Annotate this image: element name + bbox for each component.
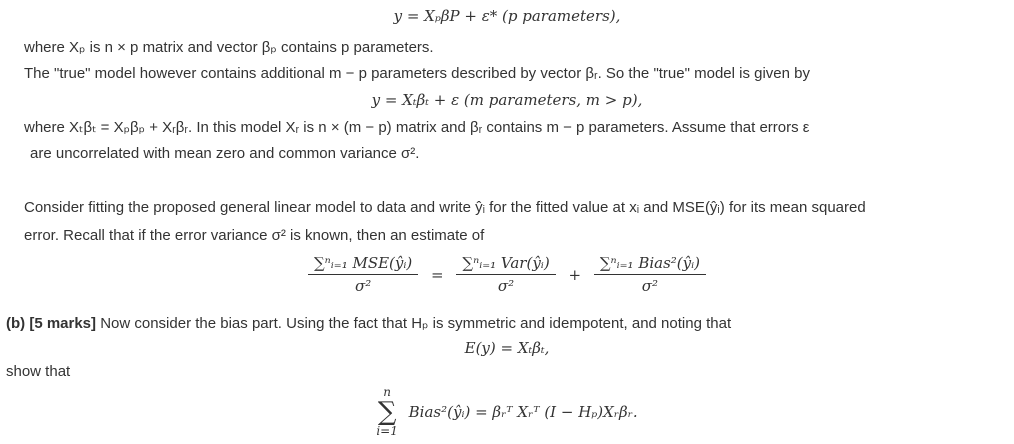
- proposed-model-equation: y = XₚβP + ε* (p parameters),: [393, 7, 621, 25]
- consider-text: Consider fitting the proposed general linear model to data and write ŷᵢ for the fitted value at xᵢ and MSE(ŷᵢ) for its mean squared: [24, 199, 866, 216]
- show-that-text: show that: [6, 363, 71, 380]
- summation-symbol: [376, 386, 398, 438]
- part-b-prompt: [6, 314, 731, 334]
- recall-text: error. Recall that if the error variance σ² is known, then an estimate of: [24, 227, 485, 244]
- sum-upper-limit: n: [383, 385, 391, 399]
- where-xp-text: where Xₚ is n × p matrix and vector βₚ contains p parameters.: [24, 39, 434, 56]
- bias-numerator: ∑ⁿᵢ₌₁ Bias²(ŷᵢ): [594, 254, 706, 275]
- true-model-equation: y = Xₜβₜ + ε (m parameters, m > p),: [371, 91, 643, 109]
- bias-denominator: σ²: [641, 277, 659, 295]
- bias-expression: Bias²(ŷᵢ) = βᵣᵀ Xᵣᵀ (I − Hₚ)Xᵣβᵣ.: [408, 403, 638, 421]
- var-fraction: [456, 254, 555, 295]
- bias-fraction: [594, 254, 706, 295]
- plus-sign: +: [568, 265, 582, 284]
- mse-numerator: ∑ⁿᵢ₌₁ MSE(ŷᵢ): [308, 254, 418, 275]
- final-bias-equation: [0, 386, 1014, 438]
- mse-fraction: [308, 254, 418, 295]
- sum-lower-limit: i=1: [376, 424, 398, 438]
- part-b-text: Now consider the bias part. Using the fact that Hₚ is symmetric and idempotent, and noting that: [96, 315, 732, 332]
- mse-denominator: σ²: [354, 277, 372, 295]
- var-denominator: σ²: [497, 277, 515, 295]
- part-b-label: (b) [5 marks]: [6, 315, 97, 332]
- uncorrelated-text: are uncorrelated with mean zero and common variance σ².: [30, 145, 420, 162]
- var-numerator: ∑ⁿᵢ₌₁ Var(ŷᵢ): [456, 254, 555, 275]
- mse-decomposition-equation: [0, 254, 1014, 295]
- where-xt-text: where Xₜβₜ = Xₚβₚ + Xᵣβᵣ. In this model Xᵣ is n × (m − p) matrix and βᵣ contains m − p parameters. Assume that errors ε: [24, 119, 810, 136]
- sigma-glyph: ∑: [377, 397, 397, 427]
- expectation-equation: E(y) = Xₜβₜ,: [464, 339, 550, 357]
- equals-sign: =: [431, 265, 444, 284]
- true-model-text: The "true" model however contains additional m − p parameters described by vector βᵣ. So the "true" model is given by: [24, 65, 810, 82]
